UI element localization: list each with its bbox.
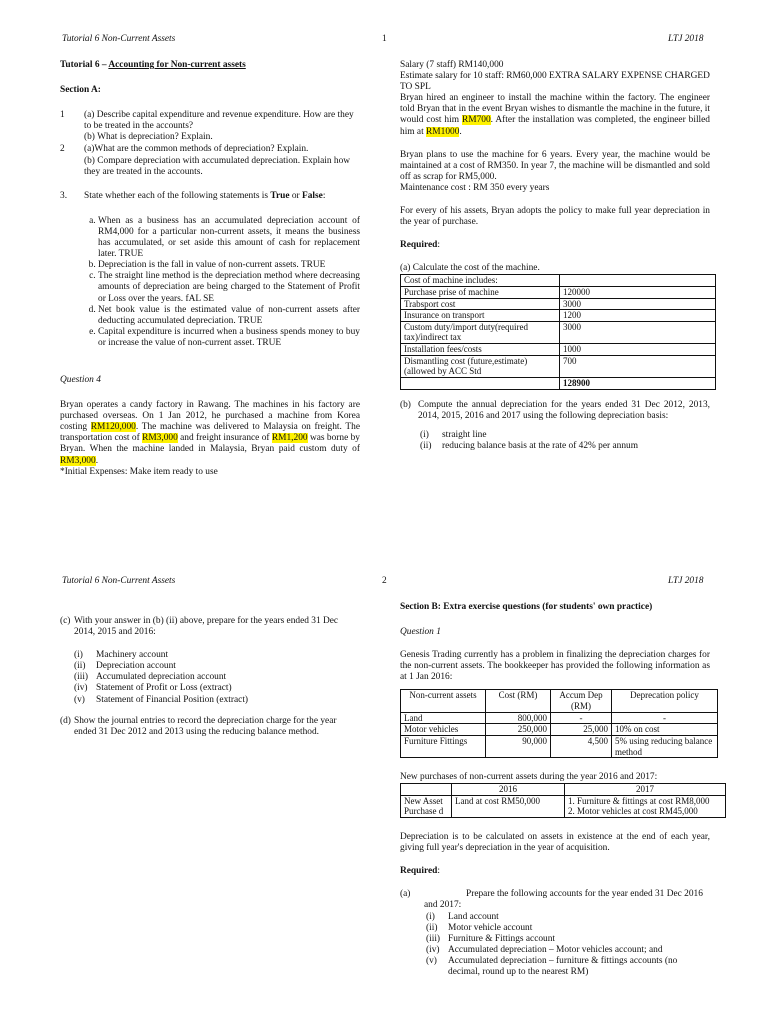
part-b: (b) Compute the annual depreciation for the years ended 31 Dec 2012, 2013, 2014, 2015, 2016 and 2017 using the following depreciation basis: [400,399,710,421]
part-b-methods [400,430,710,452]
required-heading: Required: [400,240,440,251]
list-item: (iii) Accumulated depreciation account [74,672,227,683]
machine-cost-table [400,274,716,389]
policy-text: For every of his assets, Bryan adopts the policy to make full year depreciation in the year of purchase. [400,206,710,228]
list-item: (ii) Depreciation account [74,661,176,672]
depreciation-note: Depreciation is to be calculated on assets in existence at the end of each year, giving full year's depreciation in the year of acquisition. [400,832,710,854]
page-1-right-column [400,60,710,452]
required-a-list [400,912,710,979]
table-row: Custom duty/import duty(required tax)/indirect tax 3000 [401,321,716,343]
page-header-left: Tutorial 6 Non-Current Assets [62,576,176,586]
new-purchases-table [400,783,726,818]
required-heading-2: Required: [400,866,440,877]
section-a-heading: Section A: [60,85,101,96]
list-item: (iv) Accumulated depreciation – Motor vehicles account; and [426,944,663,955]
list-item: (i) straight line [420,429,487,440]
table-row: Land 800,000 - - [401,712,718,724]
table-row: Installation fees/costs 1000 [401,344,716,356]
bryan-case-text: Bryan operates a candy factory in Rawang. The machines in his factory are purchased overseas. On 1 Jan 2012, he purchased a machine from Korea costing RM120,000. The machine was delivered to Malaysia on freight. The transportation cost of RM3,000 and freight insurance of RM1,200 was borne by Bryan. When the machine landed in Malaysia, Bryan paid custom duty of RM3,000. [60,400,360,466]
statement-item: b. Depreciation is the fall in value of non-current assets. TRUE [98,260,360,271]
table-row: Dismantling cost (future,estimate) (allowed by ACC Std 700 [401,355,716,377]
required-a: (a) Prepare the following accounts for the year ended 31 Dec 2016 and 2017: [400,889,703,911]
question-1-heading: Question 1 [400,627,441,638]
list-item: (iv) Statement of Profit or Loss (extract) [74,683,232,694]
table-header-row: Non-current assets Cost (RM) Accum Dep (RM) Deprecation policy [401,690,718,712]
tutorial-title: Tutorial 6 – Accounting for Non-current assets [60,60,246,70]
table-row: Cost of machine includes: [401,275,716,287]
page-2-right-column [400,602,713,978]
new-purchases-heading: New purchases of non-current assets during the year 2016 and 2017: [400,772,658,783]
part-d: (d) Show the journal entries to record the depreciation charge for the year ended 31 Dec 2012 and 2013 using the reducing balance method. [60,715,337,737]
initial-expenses-note: *Initial Expenses: Make item ready to use [60,466,218,477]
page-header-right: LTJ 2018 [668,34,704,44]
page-1-left-column [60,60,360,478]
question-2: 2 (a)What are the common methods of depreciation? Explain. (b) Compare depreciation with accumulated depreciation. Explain how they are treated in the accounts. [60,144,351,177]
statement-item: a. When as a business has an accumulated depreciation account of RM4,000 for a particular non-current assets, it means the business has accumulated, or set aside this amount of cash for replacement later. TRUE [98,216,360,260]
part-c-list [60,650,360,705]
cost-total: 128900 [560,377,716,389]
list-item: (v) Accumulated depreciation – furniture & fittings accounts (no decimal, round up to the nearest RM) [426,955,678,977]
table-row [401,377,716,389]
statement-item: e. Capital expenditure is incurred when a business spends money to buy or increase the value of non-current asset. TRUE [98,327,360,349]
page-number: 2 [382,576,387,586]
engineer-text: Bryan hired an engineer to install the machine within the factory. The engineer told Bryan that in the event Bryan wishes to dismantle the machine in the future, it would cost him RM700. After the installation was completed, the engineer billed him at RM1000. [400,93,710,137]
page-header-right: LTJ 2018 [668,576,704,586]
table-header-row: 2016 2017 [401,784,726,796]
list-item: (ii) Motor vehicle account [426,922,533,933]
maintenance-text: Maintenance cost : RM 350 every years [400,182,550,193]
table-row: Motor vehicles 250,000 25,000 10% on cost [401,724,718,736]
list-item: (iii) Furniture & Fittings account [426,933,556,944]
list-item: (i) Land account [426,911,499,922]
list-item: (v) Statement of Financial Position (extract) [74,694,249,705]
page-header-left: Tutorial 6 Non-Current Assets [62,34,176,44]
question-4-heading: Question 4 [60,374,101,385]
part-c: (c) With your answer in (b) (ii) above, prepare for the years ended 31 Dec 2014, 2015 and 2016: [60,616,339,638]
asset-table [400,689,718,758]
table-row: Trabsport cost 3000 [401,298,716,310]
question-1: 1 (a) Describe capital expenditure and revenue expenditure. How are they to be treated in the accounts? (b) What is depreciation? Explain. [60,110,354,143]
table-row: Purchase prise of machine 120000 [401,287,716,299]
genesis-text: Genesis Trading currently has a problem in finalizing the depreciation charges for the non-current assets. The bookkeeper has provided the following information as at 1 Jan 2016: [400,650,710,683]
statement-item: c. The straight line method is the depreciation method where decreasing amounts of depreciation are being charged to the Statement of Profit or Loss over the years. fAL SE [98,271,360,304]
section-b-heading: Section B: Extra exercise questions (for students' own practice) [400,602,653,612]
statement-item: d. Net book value is the estimated value of non-current assets after deducting accumulated depreciation. TRUE [98,305,360,327]
question-3: 3. State whether each of the following statements is True or False: [60,190,326,201]
page-number: 1 [382,34,387,44]
list-item: (i) Machinery account [74,650,169,661]
list-item: (ii) reducing balance basis at the rate of 42% per annum [420,440,639,451]
salary-line-1: Salary (7 staff) RM140,000 [400,60,504,70]
table-row: Furniture Fittings 90,000 4,500 5% using reducing balance method [401,735,718,757]
part-a-text: (a) Calculate the cost of the machine. [400,263,540,274]
plan-text: Bryan plans to use the machine for 6 years. Every year, the machine would be maintained at a cost of RM350. In year 7, the machine will be dismantled and sold off as scrap for RM5,000. [400,149,710,182]
salary-line-2: Estimate salary for 10 staff: RM60,000 EXTRA SALARY EXPENSE CHARGED TO SPL [400,71,710,93]
page-2-left-column [60,616,360,738]
table-row: Insurance on transport 1200 [401,310,716,322]
table-row: New Asset Purchase d Land at cost RM50,000 1. Furniture & fittings at cost RM8,000 2. Motor vehicles at cost RM45,000 [401,795,726,817]
page-2 [0,512,768,1024]
true-false-statements [60,216,360,349]
